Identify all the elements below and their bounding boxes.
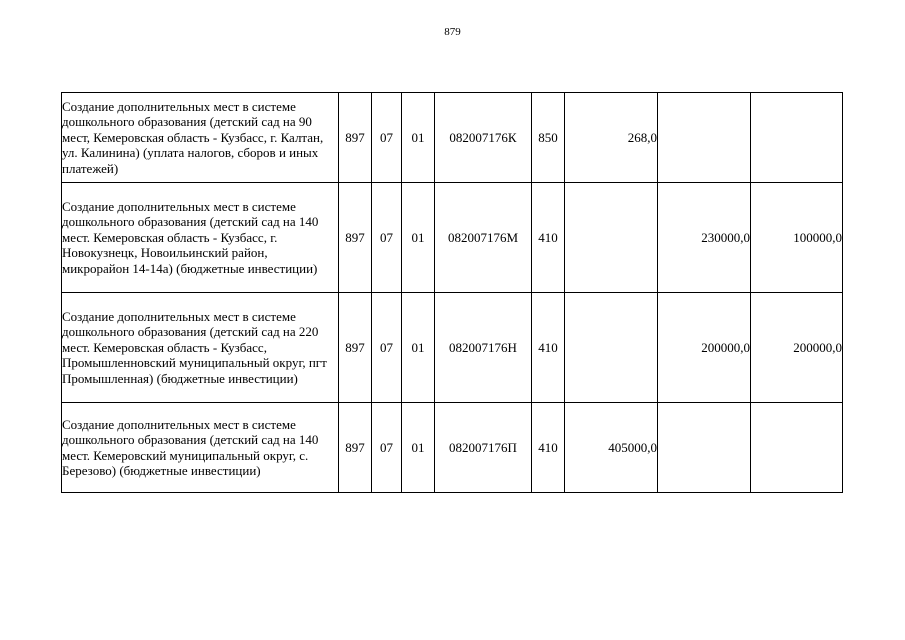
section-code: 07: [372, 293, 402, 403]
target-article-code: 082007176Н: [435, 293, 532, 403]
amount-2: [658, 403, 751, 493]
table-row: [62, 293, 843, 403]
table-row: [62, 93, 843, 183]
expense-type-code: 410: [532, 293, 565, 403]
subsection-code: 01: [402, 183, 435, 293]
amount-1: [565, 183, 658, 293]
amount-1: 268,0: [565, 93, 658, 183]
expense-type-code: 410: [532, 183, 565, 293]
ministry-code: 897: [339, 183, 372, 293]
budget-table: [61, 92, 843, 493]
target-article-code: 082007176П: [435, 403, 532, 493]
section-code: 07: [372, 403, 402, 493]
table-row: [62, 403, 843, 493]
amount-2: 230000,0: [658, 183, 751, 293]
amount-3: [751, 93, 843, 183]
expense-type-code: 850: [532, 93, 565, 183]
target-article-code: 082007176М: [435, 183, 532, 293]
target-article-code: 082007176К: [435, 93, 532, 183]
amount-2: 200000,0: [658, 293, 751, 403]
section-code: 07: [372, 93, 402, 183]
amount-1: 405000,0: [565, 403, 658, 493]
table-row: [62, 183, 843, 293]
ministry-code: 897: [339, 293, 372, 403]
amount-3: [751, 403, 843, 493]
amount-2: [658, 93, 751, 183]
subsection-code: 01: [402, 293, 435, 403]
expense-type-code: 410: [532, 403, 565, 493]
subsection-code: 01: [402, 403, 435, 493]
row-description: Создание дополнительных мест в системе дошкольного образования (детский сад на 140 мест. Кемеровский муниципальный округ, с. Березово) (бюджетные инвестиции): [62, 403, 339, 493]
ministry-code: 897: [339, 403, 372, 493]
section-code: 07: [372, 183, 402, 293]
row-description: Создание дополнительных мест в системе дошкольного образования (детский сад на 90 мест, Кемеровская область - Кузбасс, г. Калтан, ул. Калинина) (уплата налогов, сборов и иных платежей): [62, 93, 339, 183]
amount-3: 100000,0: [751, 183, 843, 293]
row-description: Создание дополнительных мест в системе дошкольного образования (детский сад на 140 мест. Кемеровская область - Кузбасс, г. Новокузнецк, Новоильинский район, микрорайон 14-14а) (бюджетные инвестиции): [62, 183, 339, 293]
row-description: Создание дополнительных мест в системе дошкольного образования (детский сад на 220 мест. Кемеровская область - Кузбасс, Промышленновский муниципальный округ, пгт Промышленная) (бюджетные инвестиции): [62, 293, 339, 403]
subsection-code: 01: [402, 93, 435, 183]
amount-1: [565, 293, 658, 403]
page-number: 879: [444, 26, 461, 38]
ministry-code: 897: [339, 93, 372, 183]
amount-3: 200000,0: [751, 293, 843, 403]
